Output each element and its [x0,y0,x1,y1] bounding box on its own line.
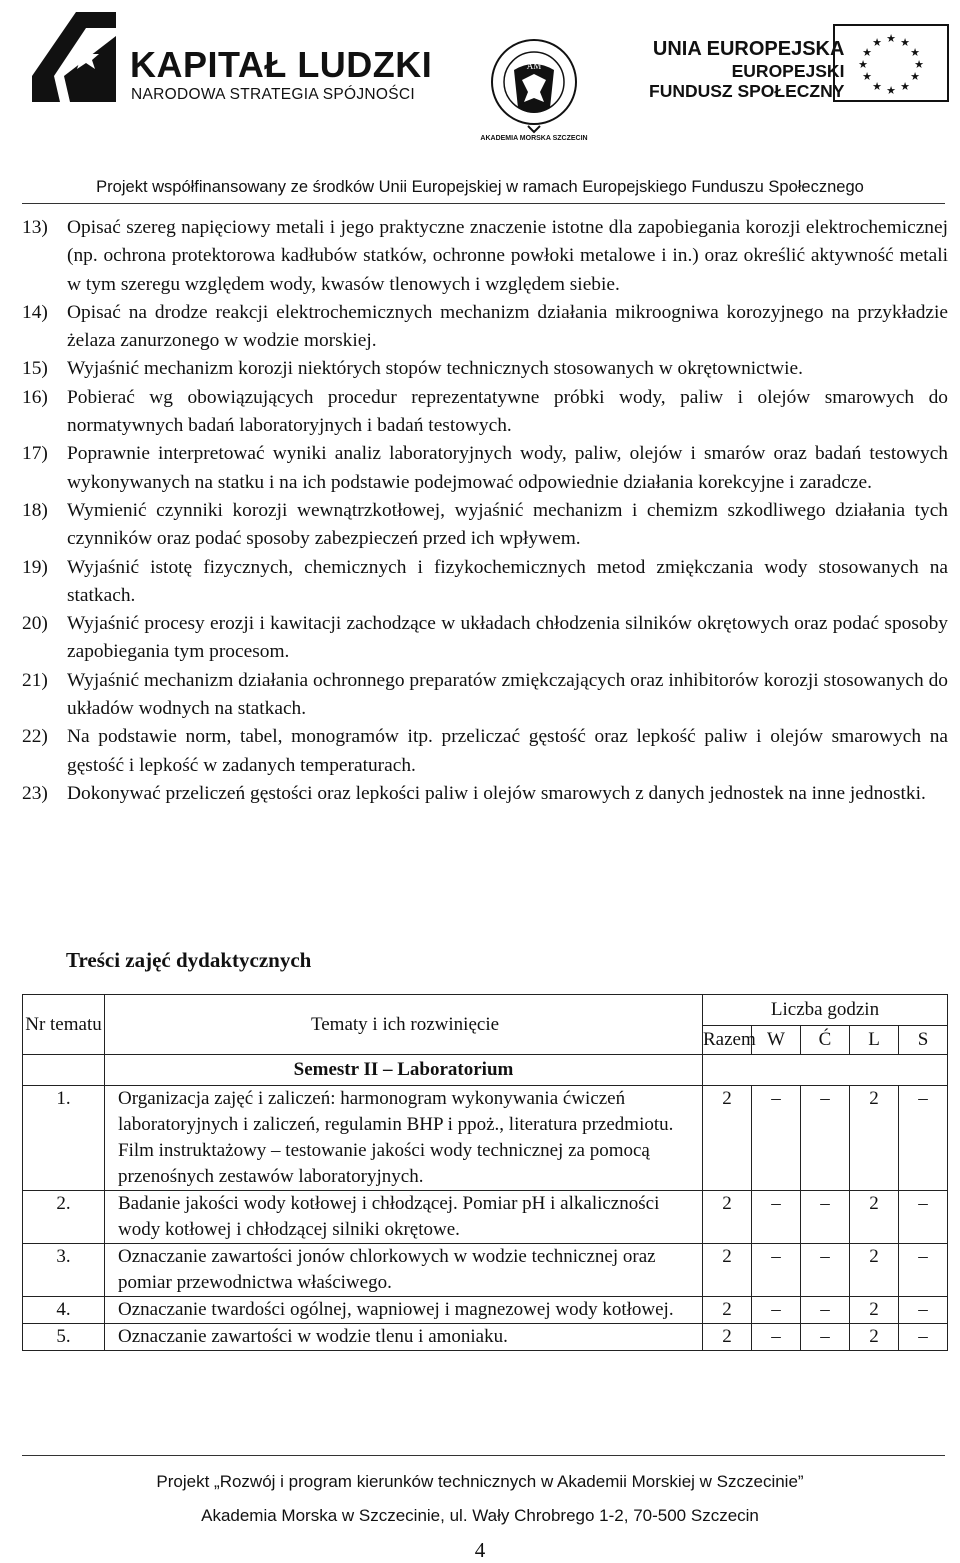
ue-text-block [649,38,844,101]
header-c: Ć [801,1026,850,1055]
header-nr: Nr tematu [23,995,105,1055]
am-logo-initials: AM [526,61,542,71]
list-item [22,554,948,611]
ue-line2: EUROPEJSKI [731,61,845,81]
akademia-morska-logo [480,22,588,152]
row-l: 2 [850,1086,899,1191]
row-razem: 2 [703,1244,752,1297]
list-item [22,355,948,383]
table-row [23,1297,948,1324]
table-row [23,1086,948,1191]
row-topic: Oznaczanie zawartości jonów chlorkowych w wodzie technicznej oraz pomiar przewodnictwa właściwego. [105,1244,703,1297]
list-item [22,214,948,299]
list-item-number: 17) [22,443,48,465]
kapital-ludzki-subtitle: NARODOWA STRATEGIA SPÓJNOŚCI [131,86,415,103]
row-c: – [801,1324,850,1351]
row-s: – [899,1191,948,1244]
list-item-text: Wyjaśnić mechanizm działania ochronnego preparatów zmiękczających oraz inhibitorów korozji stosowanych do układów wodnych na statkach. [67,669,948,720]
list-item-text: Pobierać wg obowiązujących procedur reprezentatywne próbki wody, paliw i olejów smarowych do normatywnych badań laboratoryjnych i badań testowych. [67,386,948,437]
list-item-number: 14) [22,301,48,323]
row-w: – [752,1324,801,1351]
list-item [22,440,948,497]
footer-address: Akademia Morska w Szczecinie, ul. Wały Chrobrego 1-2, 70-500 Szczecin [201,1506,759,1525]
header-w: W [752,1026,801,1055]
row-l: 2 [850,1244,899,1297]
svg-text:★: ★ [910,46,920,59]
row-s: – [899,1086,948,1191]
list-item-text: Dokonywać przeliczeń gęstości oraz lepkości paliw i olejów smarowych z danych jednostek na inne jednostki. [67,782,926,804]
footer-project: Projekt „Rozwój i program kierunków technicznych w Akademii Morskiej w Szczecinie” [156,1472,804,1491]
list-item-number: 15) [22,358,48,380]
svg-text:★: ★ [886,84,896,97]
row-c: – [801,1086,850,1191]
outcomes-list [22,214,948,808]
svg-text:★: ★ [872,80,882,93]
row-c: – [801,1191,850,1244]
list-item-text: Poprawnie interpretować wyniki analiz laboratoryjnych wody, paliw, olejów i smarów oraz badań testowych wykonywanych na statku i na ich podstawie podejmować odpowiednie działania korekcyjne i zaradcze. [67,443,948,493]
list-item-number: 13) [22,217,48,238]
row-razem: 2 [703,1297,752,1324]
table-row [23,1244,948,1297]
row-l: 2 [850,1324,899,1351]
row-topic: Oznaczanie zawartości w wodzie tlenu i amoniaku. [105,1324,703,1351]
list-item-text: Opisać szereg napięciowy metali i jego praktyczne znaczenie istotne dla zapobiegania korozji elektrochemicznej (np. ochrona protektorowa kadłubów statków, ochronne powłoki metalowe i in.) oraz określić aktywność metali w tym szeregu względem wody, kwasów tlenowych i względem siebie. [67,217,948,295]
svg-text:★: ★ [886,32,896,45]
list-item [22,780,948,808]
list-item-number: 23) [22,782,48,804]
svg-text:★: ★ [900,36,910,49]
section-title: Treści zajęć dydaktycznych [66,948,312,972]
svg-text:★: ★ [862,46,872,59]
header-hours: Liczba godzin [703,995,948,1026]
list-item-text: Wyjaśnić istotę fizycznych, chemicznych i fizykochemicznych metod zmiękczania wody stosowanych na statkach. [67,556,948,606]
row-s: – [899,1324,948,1351]
list-item-number: 16) [22,386,48,408]
list-item [22,497,948,554]
row-razem: 2 [703,1191,752,1244]
table-header-row [23,995,948,1026]
semester-row [23,1055,948,1086]
row-razem: 2 [703,1086,752,1191]
svg-text:★: ★ [900,80,910,93]
ue-line3: FUNDUSZ SPOŁECZNY [649,81,845,101]
header-l: L [850,1026,899,1055]
list-item-text: Wyjaśnić mechanizm korozji niektórych stopów technicznych stosowanych w okrętownictwie. [67,358,804,380]
svg-text:★: ★ [872,36,882,49]
svg-text:★: ★ [914,58,924,71]
page-header [0,0,960,210]
row-w: – [752,1191,801,1244]
am-logo-ring-text: AKADEMIA MORSKA SZCZECIN [480,135,588,142]
list-item-text: Wymienić czynniki korozji wewnątrzkotłowej, wyjaśnić mechanizm i chemizm szkodliwego działania tych czynników oraz podać sposoby zabezpieczeń przed ich wpływem. [67,499,948,550]
header-s: S [899,1026,948,1055]
row-nr: 2. [23,1191,105,1244]
row-topic: Organizacja zajęć i zaliczeń: harmonogram wykonywania ćwiczeń laboratoryjnych i zaliczeń, regulamin BHP i ppoż., literatura przedmiotu. Film instruktażowy – testowanie jakości wody technicznej za pomocą przenośnych zestawów laboratoryjnych. [105,1086,703,1191]
row-nr: 1. [23,1086,105,1191]
row-nr: 3. [23,1244,105,1297]
row-w: – [752,1297,801,1324]
header-topic: Tematy i ich rozwinięcie [105,995,703,1055]
svg-text:★: ★ [862,70,872,83]
ue-line1: UNIA EUROPEJSKA [652,38,845,60]
row-w: – [752,1244,801,1297]
row-nr: 5. [23,1324,105,1351]
svg-text:★: ★ [858,58,868,71]
eu-flag-icon [833,24,949,102]
list-item-number: 20) [22,613,48,635]
list-item-text: Wyjaśnić procesy erozji i kawitacji zachodzące w układach chłodzenia silników okrętowych oraz podać sposoby zapobiegania tym procesom. [67,613,948,663]
row-razem: 2 [703,1324,752,1351]
header-razem: Razem [703,1026,752,1055]
row-w: – [752,1086,801,1191]
footer-divider [22,1455,945,1456]
row-topic: Badanie jakości wody kotłowej i chłodzącej. Pomiar pH i alkaliczności wody kotłowej i chłodzącej silniki okrętowe. [105,1191,703,1244]
row-c: – [801,1244,850,1297]
row-topic: Oznaczanie twardości ogólnej, wapniowej i magnezowej wody kotłowej. [105,1297,703,1324]
list-item-text: Opisać na drodze reakcji elektrochemicznych mechanizm działania mikroogniwa korozyjnego na przykładzie żelaza zanurzonego w wodzie morskiej. [67,301,948,352]
list-item-number: 18) [22,499,48,521]
row-s: – [899,1244,948,1297]
list-item [22,384,948,441]
list-item-number: 22) [22,726,48,748]
kapital-ludzki-title: KAPITAŁ LUDZKI [130,44,433,85]
list-item-number: 21) [22,669,48,691]
topics-table [22,994,948,1351]
page-number: 4 [474,1538,486,1562]
row-s: – [899,1297,948,1324]
cofinancing-note: Projekt współfinansowany ze środków Unii Europejskiej w ramach Europejskiego Funduszu Społecznego [96,178,864,196]
table-row [23,1324,948,1351]
kapital-ludzki-logo [24,6,124,106]
list-item-text: Na podstawie norm, tabel, monogramów itp. przeliczać gęstość oraz lepkość paliw i olejów smarowych na gęstość i lepkość w zadanych temperaturach. [67,726,948,776]
svg-text:★: ★ [910,70,920,83]
row-nr: 4. [23,1297,105,1324]
semester-label: Semestr II – Laboratorium [105,1055,703,1086]
row-l: 2 [850,1297,899,1324]
list-item [22,723,948,780]
list-item-number: 19) [22,556,48,578]
list-item [22,610,948,667]
table-row [23,1191,948,1244]
list-item [22,299,948,356]
header-divider [22,203,945,204]
row-l: 2 [850,1191,899,1244]
list-item [22,667,948,724]
row-c: – [801,1297,850,1324]
